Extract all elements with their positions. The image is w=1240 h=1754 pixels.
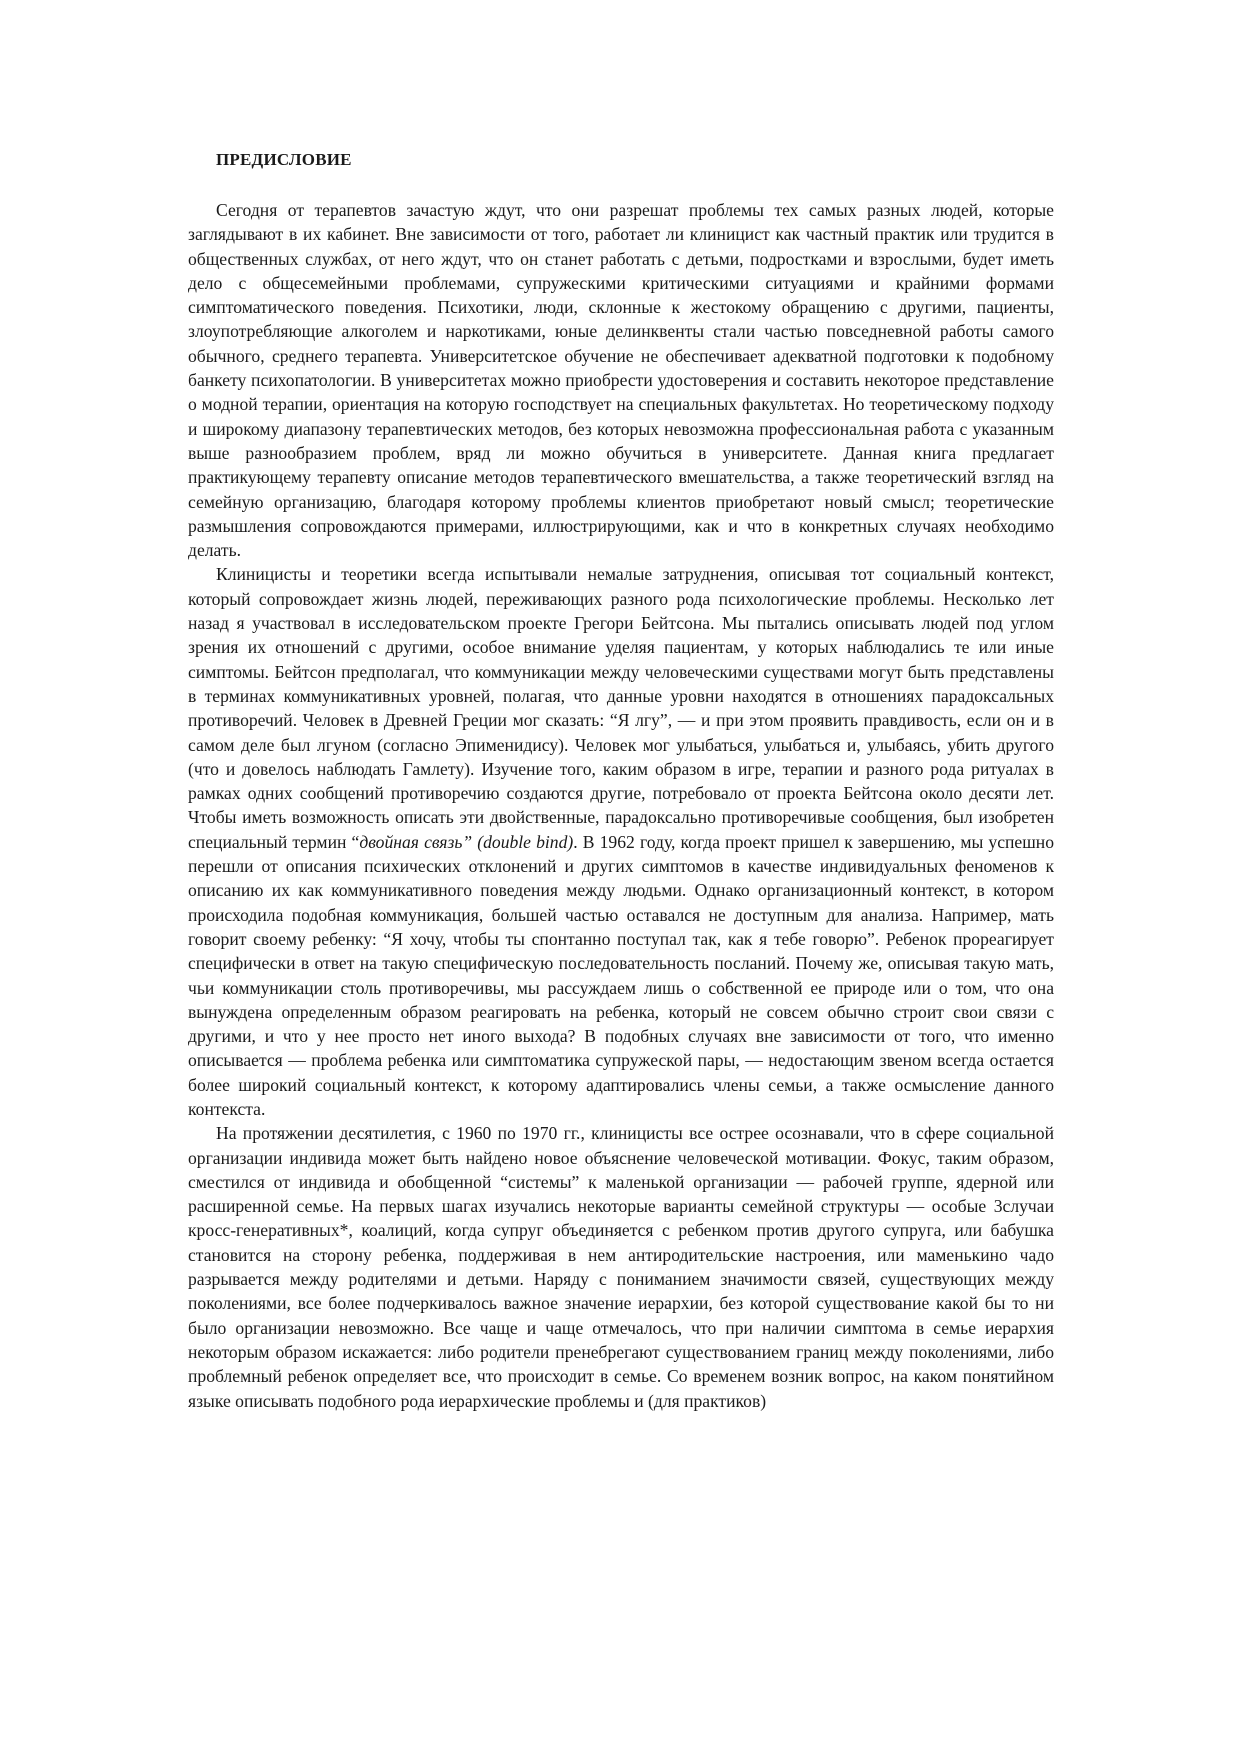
paragraph-2 bbox=[188, 562, 1054, 1121]
paragraph-3: На протяжении десятилетия, с 1960 по 1970 гг., клиницисты все острее осознавали, что в сфере социальной организации индивида может быть найдено новое объяснение человеческой мотивации. Фокус, таким образом, сместился от индивида и обобщенной “системы” к маленькой организации — рабочей группе, ядерной или расширенной семье. На первых шагах изучались некоторые варианты семейной структуры — особые 3случаи кросс-генеративных*, коалиций, когда супруг объединяется с ребенком против другого супруга, или бабушка становится на сторону ребенка, поддерживая в нем антиродительские настроения, или маменькино чадо разрывается между родителями и детьми. Наряду с пониманием значимости связей, существующих между поколениями, все более подчеркивалось важное значение иерархии, без которой существование какой бы то ни было организации невозможно. Все чаще и чаще отмечалось, что при наличии симптома в семье иерархия некоторым образом искажается: либо родители пренебрегают существованием границ между поколениями, либо проблемный ребенок определяет все, что происходит в семье. Со временем возник вопрос, на каком понятийном языке описывать подобного рода иерархические проблемы и (для практиков) bbox=[188, 1123, 1054, 1411]
paragraph-2-italic-term: двойная связь” (double bind) bbox=[359, 831, 574, 852]
paragraph-2-text-end: . В 1962 году, когда проект пришел к завершению, мы успешно перешли от описания психических отклонений и других симптомов в качестве индивидуальных феноменов к описанию их как коммуникативного поведения между людьми. Однако организационный контекст, в котором происходила подобная коммуникация, большей частью оставался не доступным для анализа. Например, мать говорит своему ребенку: “Я хочу, чтобы ты спонтанно поступал так, как я тебе говорю”. Ребенок прореагирует специфически в ответ на такую специфическую последовательность посланий. Почему же, описывая такую мать, чьи коммуникации столь противоречивы, мы рассуждаем лишь о собственной ее природе или о том, что она вынуждена определенным образом реагировать на ребенка, который не совсем обычно строит свои связи с другими, и что у нее просто нет иного выхода? В подобных случаях вне зависимости от того, что именно описывается — проблема ребенка или симптоматика супружеской пары, — недостающим звеном всегда остается более широкий социальный контекст, к которому адаптировались члены семьи, а также осмысление данного контекста. bbox=[188, 831, 1054, 1119]
paragraph-2-text-start: Клиницисты и теоретики всегда испытывали немалые затруднения, описывая тот социальный контекст, который сопровождает жизнь людей, переживающих разного рода психологические проблемы. Несколько лет назад я участвовал в исследовательском проекте Грегори Бейтсона. Мы пытались описывать людей под углом зрения их отношений с другими, особое внимание уделяя пациентам, у которых наблюдались те или иные симптомы. Бейтсон предполагал, что коммуникации между человеческими существами могут быть представлены в терминах коммуникативных уровней, полагая, что данные уровни находятся в отношениях парадоксальных противоречий. Человек в Древней Греции мог сказать: “Я лгу”, — и при этом проявить правдивость, если он и в самом деле был лгуном (согласно Эпименидису). Человек мог улыбаться, улыбаться и, улыбаясь, убить другого (что и довелось наблюдать Гамлету). Изучение того, каким образом в игре, терапии и разного рода ритуалах в рамках одних сообщений противоречию создаются другие, потребовало от проекта Бейтсона около десяти лет. Чтобы иметь возможность описать эти двойственные, парадоксально противоречивые сообщения, был изобретен специальный термин “ bbox=[188, 564, 1054, 852]
page-title: ПРЕДИСЛОВИЕ bbox=[216, 150, 352, 169]
text-column bbox=[188, 148, 1054, 1413]
paragraph-1: Сегодня от терапевтов зачастую ждут, что они разрешат проблемы тех самых разных людей, которые заглядывают в их кабинет. Вне зависимости от того, работает ли клиницист как частный практик или трудится в общественных службах, от него ждут, что он станет работать с детьми, подростками и взрослыми, будет иметь дело с общесемейными проблемами, супружескими критическими ситуациями и крайними формами симптоматического поведения. Психотики, люди, склонные к жестокому обращению с другими, пациенты, злоупотребляющие алкоголем и наркотиками, юные делинквенты стали частью повседневной работы самого обычного, среднего терапевта. Университетское обучение не обеспечивает адекватной подготовки к подобному банкету психопатологии. В университетах можно приобрести удостоверения и составить некоторое представление о модной терапии, ориентация на которую господствует на специальных факультетах. Но теоретическому подходу и широкому диапазону терапевтических методов, без которых невозможна профессиональная работа с указанным выше разнообразием проблем, вряд ли можно обучиться в университете. Данная книга предлагает практикующему терапевту описание методов терапевтического вмешательства, а также теоретический взгляд на семейную организацию, благодаря которому проблемы клиентов приобретают новый смысл; теоретические размышления сопровождаются примерами, иллюстрирующими, как и что в конкретных случаях необходимо делать. bbox=[188, 200, 1054, 561]
